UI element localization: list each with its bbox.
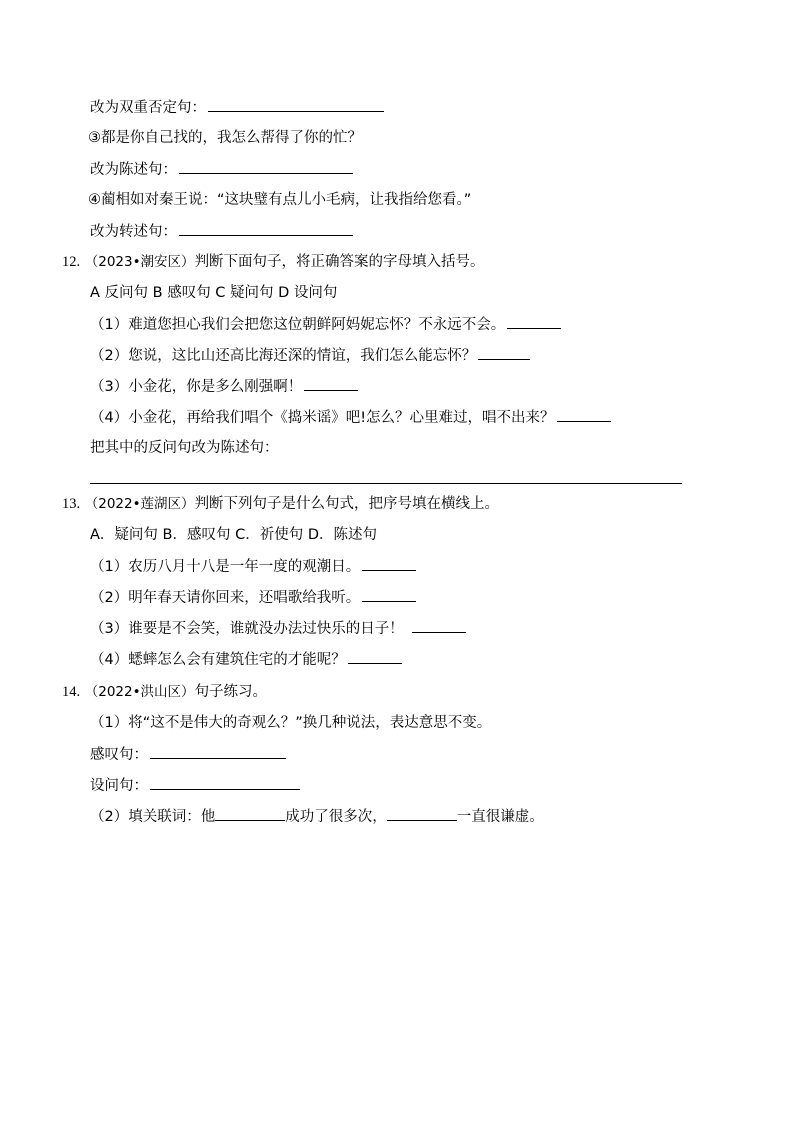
item-text: （2）您说，这比山还高比海还深的情谊，我们怎么能忘怀？ [90, 348, 477, 364]
question-13-header [62, 494, 499, 514]
question-source: （2023•潮安区） [84, 254, 195, 270]
answer-blank[interactable] [150, 744, 286, 759]
question-number: 14. [62, 684, 81, 700]
answer-blank[interactable] [557, 407, 611, 422]
prompt-label: 改为双重否定句： [90, 100, 206, 116]
question-12-answer-line[interactable] [90, 483, 682, 484]
question-13-item-3 [90, 618, 466, 639]
question-13-item-2 [90, 587, 416, 608]
rewrite-line-indirect [90, 221, 353, 242]
prompt-label: 改为转述句： [90, 224, 177, 240]
item-text: （4）小金花，再给我们唱个《捣米谣》吧!怎么？心里难过，唱不出来？ [90, 410, 555, 426]
item-text: 一直很谦虚。 [456, 809, 544, 825]
prompt-label: 设问句： [90, 778, 148, 794]
question-13-item-1 [90, 556, 416, 577]
answer-blank[interactable] [507, 314, 561, 329]
question-source: （2022•莲湖区） [84, 496, 195, 512]
question-12-item-4 [90, 407, 611, 428]
question-14-part-1: （1）将“这不是伟大的奇观么？”换几种说法，表达意思不变。 [90, 715, 492, 731]
answer-blank[interactable] [208, 97, 384, 112]
question-stem: 判断下列句子是什么句式，把序号填在横线上。 [194, 496, 500, 512]
question-stem: 句子练习。 [194, 684, 268, 700]
answer-blank[interactable] [348, 649, 402, 664]
question-12-rewrite-prompt: 把其中的反问句改为陈述句： [90, 440, 279, 456]
answer-blank[interactable] [387, 806, 457, 821]
sentence-4: ④蔺相如对秦王说：“这块璧有点儿小毛病，让我指给您看。” [88, 192, 472, 208]
answer-blank[interactable] [179, 159, 353, 174]
question-number: 12. [62, 254, 81, 270]
answer-blank[interactable] [179, 221, 353, 236]
rewrite-line-double-negative [90, 97, 384, 118]
question-12-header [62, 252, 485, 272]
question-13-options: A．疑问句 B．感叹句 C．祈使句 D．陈述句 [90, 527, 377, 543]
item-text: 成功了很多次， [285, 809, 387, 825]
question-14-header [62, 682, 267, 702]
item-text: （2）明年春天请你回来，还唱歌给我听。 [90, 590, 361, 606]
answer-blank[interactable] [304, 376, 358, 391]
answer-blank[interactable] [362, 587, 416, 602]
sentence-3: ③都是你自己找的，我怎么帮得了你的忙？ [88, 130, 362, 146]
question-14-part-2 [90, 806, 544, 827]
answer-blank[interactable] [362, 556, 416, 571]
answer-blank[interactable] [478, 345, 530, 360]
item-text: （2）填关联词：他 [90, 809, 216, 825]
question-12-item-3 [90, 376, 358, 397]
question-number: 13. [62, 496, 81, 512]
question-12-options: A 反问句 B 感叹句 C 疑问句 D 设问句 [90, 285, 338, 301]
question-14-rhetorical-line [90, 775, 300, 796]
item-text: （3）谁要是不会笑，谁就没办法过快乐的日子！ [90, 621, 404, 637]
answer-blank[interactable] [412, 618, 466, 633]
question-12-item-1 [90, 314, 561, 335]
question-14-exclamation-line [90, 744, 286, 765]
question-source: （2022•洪山区） [84, 684, 195, 700]
prompt-label: 感叹句： [90, 747, 148, 763]
answer-blank[interactable] [215, 806, 285, 821]
item-text: （1）难道您担心我们会把您这位朝鲜阿妈妮忘怀？不永远不会。 [90, 317, 506, 333]
item-text: （3）小金花，你是多么刚强啊！ [90, 379, 303, 395]
item-text: （1）农历八月十八是一年一度的观潮日。 [90, 559, 361, 575]
question-13-item-4 [90, 649, 402, 670]
question-12-item-2 [90, 345, 530, 366]
answer-blank[interactable] [150, 775, 300, 790]
rewrite-line-statement [90, 159, 353, 180]
item-text: （4）蟋蟀怎么会有建筑住宅的才能呢？ [90, 652, 346, 668]
question-stem: 判断下面句子，将正确答案的字母填入括号。 [194, 254, 485, 270]
prompt-label: 改为陈述句： [90, 162, 177, 178]
